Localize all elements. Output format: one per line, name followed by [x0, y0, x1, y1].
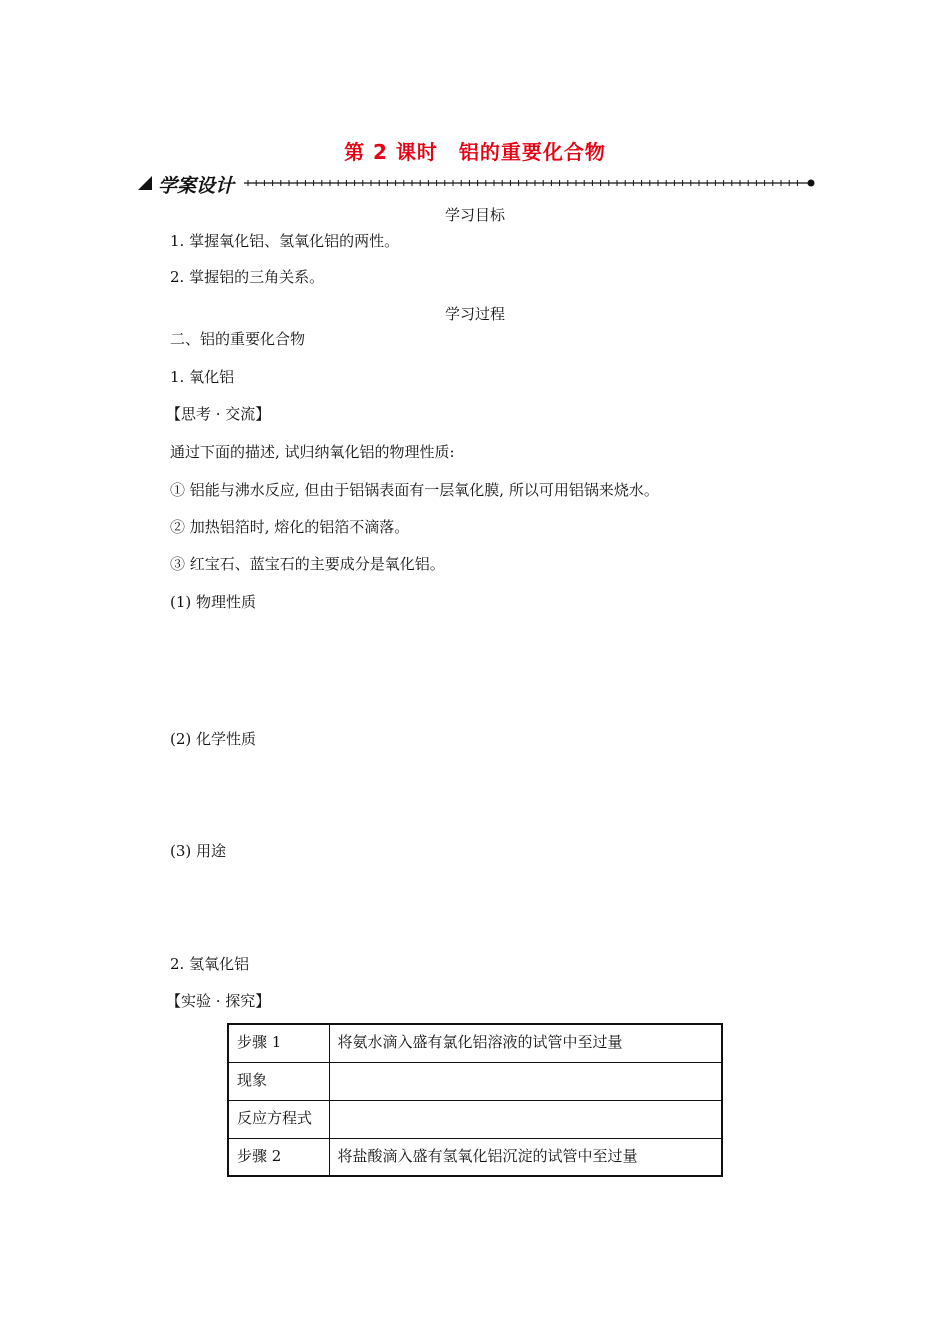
banner-decoration-icon [136, 170, 818, 198]
section-two: 二、铝的重要化合物 [170, 330, 306, 348]
table-row [228, 1100, 722, 1138]
table-cell: 将氨水滴入盛有氯化铝溶液的试管中至过量 [329, 1024, 722, 1062]
sub-physical-properties: (1) 物理性质 [170, 593, 257, 611]
table-row [228, 1138, 722, 1176]
section-banner [136, 170, 818, 198]
experiment-tag: 【实验 · 探究】 [166, 992, 271, 1010]
think-tag: 【思考 · 交流】 [166, 405, 271, 423]
sub-chemical-properties: (2) 化学性质 [170, 730, 257, 748]
table-cell [329, 1100, 722, 1138]
intro-text: 通过下面的描述, 试归纳氧化铝的物理性质: [170, 443, 455, 461]
experiment-table [227, 1023, 723, 1177]
point-3: ③ 红宝石、蓝宝石的主要成分是氧化铝。 [170, 555, 445, 573]
table-cell: 步骤 2 [228, 1138, 329, 1176]
table-cell: 步骤 1 [228, 1024, 329, 1062]
objective-1: 1. 掌握氧化铝、氢氧化铝的两性。 [170, 232, 400, 250]
table-cell [329, 1062, 722, 1100]
process-heading: 学习过程 [444, 305, 505, 323]
objectives-heading: 学习目标 [444, 206, 505, 224]
table-cell: 将盐酸滴入盛有氢氧化铝沉淀的试管中至过量 [329, 1138, 722, 1176]
item-aluminum-oxide: 1. 氧化铝 [170, 368, 235, 386]
point-2: ② 加热铝箔时, 熔化的铝箔不滴落。 [170, 518, 410, 536]
item-aluminum-hydroxide: 2. 氢氧化铝 [170, 955, 250, 973]
table-cell: 现象 [228, 1062, 329, 1100]
table-cell: 反应方程式 [228, 1100, 329, 1138]
point-1: ① 铝能与沸水反应, 但由于铝锅表面有一层氧化膜, 所以可用铝锅来烧水。 [170, 481, 659, 499]
sub-uses: (3) 用途 [170, 842, 227, 860]
page-title: 第 2 课时 铝的重要化合物 [344, 140, 606, 164]
table-row [228, 1024, 722, 1062]
table-row [228, 1062, 722, 1100]
objective-2: 2. 掌握铝的三角关系。 [170, 268, 325, 286]
banner-label: 学案设计 [158, 175, 235, 197]
